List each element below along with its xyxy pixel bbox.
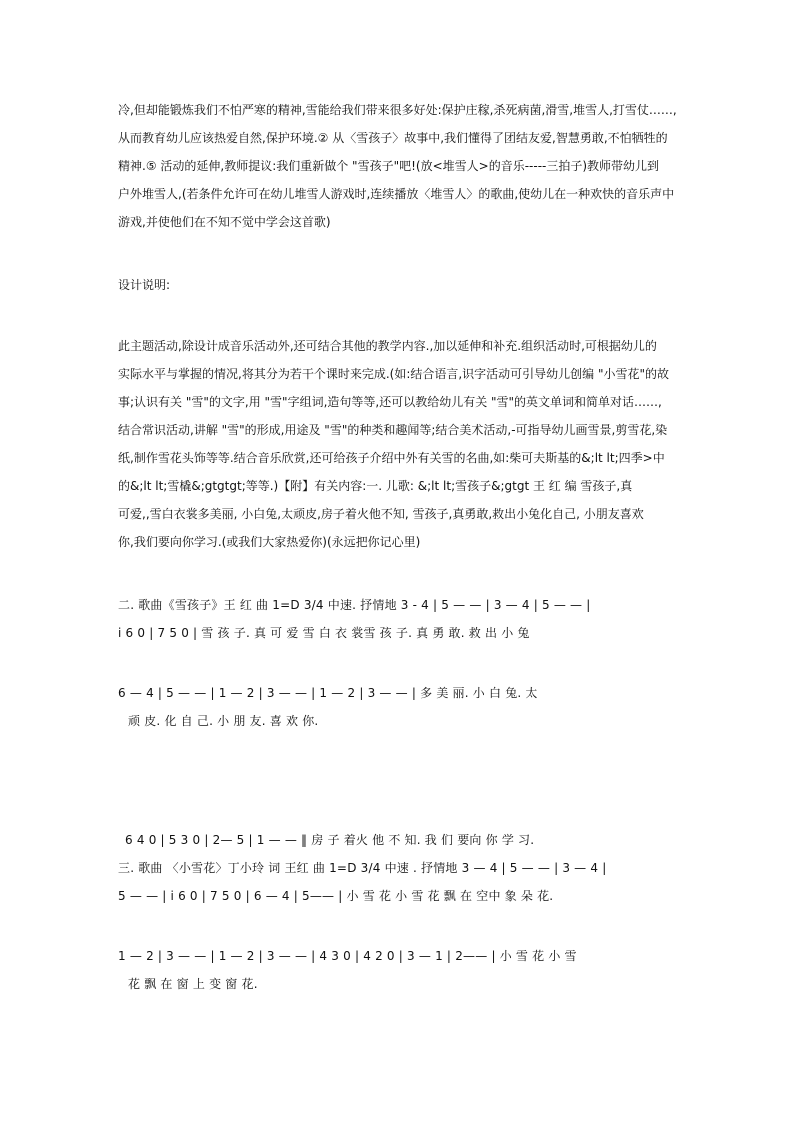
song1-notation-line: 6 — 4 | 5 — — | 1 — 2 | 3 — — | 1 — 2 | 3 — — | 多 美 丽. 小 白 兔. 太 xyxy=(118,686,538,700)
paragraph-line: 结合常识活动,讲解 "雪"的形成,用途及 "雪"的种类和趣闻等;结合美术活动,-可指导幼儿画雪景,剪雪花,染 xyxy=(118,423,668,437)
paragraph-line: 游戏,并使他们在不知不觉中学会这首歌) xyxy=(118,215,331,229)
song1-notation-line: 6 4 0 | 5 3 0 | 2— 5 | 1 — — ‖ 房 子 着火 他 不 知. 我 们 要向 你 学 习. xyxy=(125,833,535,847)
song2-lyrics-line: 花 飘 在 窗 上 变 窗 花. xyxy=(128,977,258,991)
song2-notation-line: 三. 歌曲 〈小雪花〉丁小玲 词 王红 曲 1=D 3/4 中速 . 抒情地 3 — 4 | 5 — — | 3 — 4 | xyxy=(118,861,607,875)
song1-notation-line: i 6 0 | 7 5 0 | 雪 孩 子. 真 可 爱 雪 白 衣 裳雪 孩 子. 真 勇 敢. 救 出 小 兔 xyxy=(118,626,530,640)
paragraph-line: 实际水平与掌握的情况,将其分为若干个课时来完成.(如:结合语言,识字活动可引导幼儿创编 "小雪花"的故 xyxy=(118,367,670,381)
paragraph-line: 事;认识有关 "雪"的文字,用 "雪"字组词,造句等等,还可以教给幼儿有关 "雪"的英文单词和简单对话……, xyxy=(118,395,662,409)
song2-notation-line: 1 — 2 | 3 — — | 1 — 2 | 3 — — | 4 3 0 | 4 2 0 | 3 — 1 | 2—— | 小 雪 花 小 雪 xyxy=(118,949,577,963)
paragraph-line: 可爱,,雪白衣裳多美丽, 小白兔,太顽皮,房子着火他不知, 雪孩子,真勇敢,救出小兔化自己, 小朋友喜欢 xyxy=(118,507,644,521)
paragraph-line: 精神.⑤ 活动的延伸,教师提议:我们重新做个 "雪孩子"吧!(放<堆雪人>的音乐-----三拍子)教师带幼儿到 xyxy=(118,159,660,173)
paragraph-line: 从而教育幼儿应该热爱自然,保护环境.② 从〈雪孩子〉故事中,我们懂得了团结友爱,智慧勇敢,不怕牺牲的 xyxy=(118,131,668,145)
song1-lyrics-line: 顽 皮. 化 自 己. 小 朋 友. 喜 欢 你. xyxy=(128,714,319,728)
paragraph-line: 冷,但却能锻炼我们不怕严寒的精神,雪能给我们带来很多好处:保护庄稼,杀死病菌,滑雪,堆雪人,打雪仗……, xyxy=(118,103,677,117)
song2-notation-line: 5 — — | i 6 0 | 7 5 0 | 6 — 4 | 5—— | 小 雪 花 小 雪 花 飘 在 空中 象 朵 花. xyxy=(118,889,554,903)
paragraph-line: 你,我们要向你学习.(或我们大家热爱你)(永远把你记心里) xyxy=(118,535,421,549)
design-heading: 设计说明: xyxy=(118,278,171,292)
song1-notation-line: 二. 歌曲《雪孩子》王 红 曲 1=D 3/4 中速. 抒情地 3 - 4 | 5 — — | 3 — 4 | 5 — — | xyxy=(118,598,591,612)
paragraph-line: 户外堆雪人,(若条件允许可在幼儿堆雪人游戏时,连续播放〈堆雪人〉的歌曲,使幼儿在一种欢快的音乐声中 xyxy=(118,187,675,201)
paragraph-line: 此主题活动,除设计成音乐活动外,还可结合其他的教学内容.,加以延伸和补充.组织活动时,可根据幼儿的 xyxy=(118,339,657,353)
paragraph-line: 的&;lt lt;雪橇&;gtgtgt;等等.)【附】有关内容:一. 儿歌: &;lt lt;雪孩子&;gtgt 王 红 编 雪孩子,真 xyxy=(118,479,633,493)
paragraph-line: 纸,制作雪花头饰等等.结合音乐欣赏,还可给孩子介绍中外有关雪的名曲,如:柴可夫斯基的&;lt lt;四季>中 xyxy=(118,451,665,465)
